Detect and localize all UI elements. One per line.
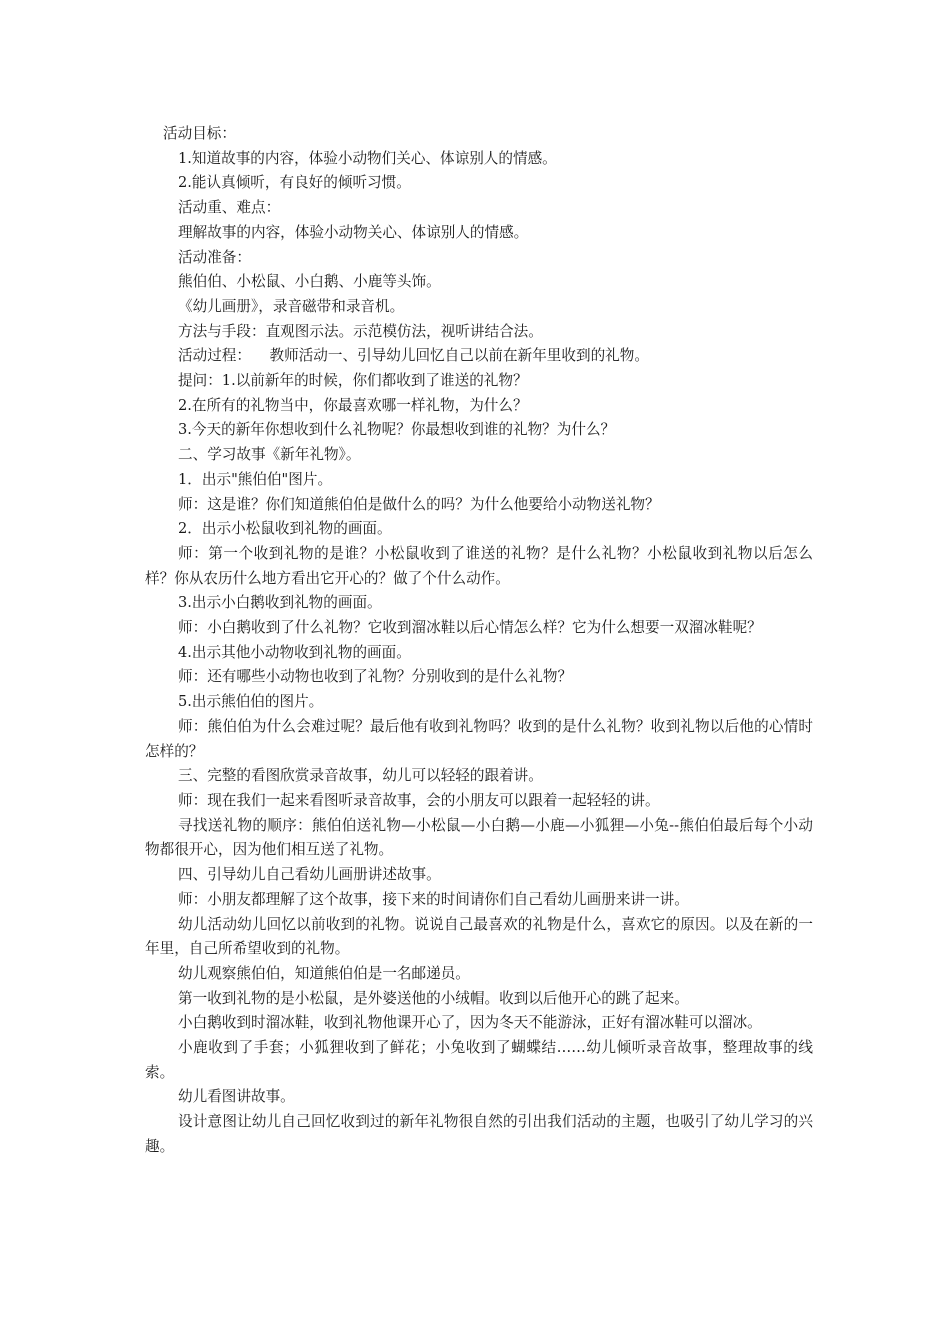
paragraph: 1．出示"熊伯伯"图片。 [178,470,333,488]
paragraph: 师：小朋友都理解了这个故事，接下来的时间请你们自己看幼儿画册来讲一讲。 [178,890,689,908]
paragraph: 熊伯伯、小松鼠、小白鹅、小鹿等头饰。 [178,273,441,291]
paragraph: 四、引导幼儿自己看幼儿画册讲述故事。 [178,866,441,884]
paragraph: 3.出示小白鹅收到礼物的画面。 [178,594,382,612]
paragraph: 2.在所有的礼物当中，你最喜欢哪一样礼物，为什么？ [178,396,528,414]
paragraph: 方法与手段：直观图示法。示范模仿法，视听讲结合法。 [178,322,543,340]
paragraph: 3.今天的新年你想收到什么礼物呢？你最想收到谁的礼物？为什么？ [178,421,616,439]
paragraph-heading-goals: 活动目标： [163,125,236,142]
document-body [145,122,813,1160]
paragraph: 小白鹅收到时溜冰鞋，收到礼物他课开心了，因为冬天不能游泳，正好有溜冰鞋可以溜冰。 [178,1014,762,1032]
paragraph: 设计意图让幼儿自己回忆收到过的新年礼物很自然的引出我们活动的主题，也吸引了幼儿学习的兴趣。 [145,1113,813,1155]
paragraph: 活动过程： 教师活动一、引导幼儿回忆自己以前在新年里收到的礼物。 [178,347,649,365]
paragraph: 幼儿观察熊伯伯，知道熊伯伯是一名邮递员。 [178,964,470,982]
paragraph: 活动重、难点： [178,199,281,217]
paragraph: 《幼儿画册》，录音磁带和录音机。 [178,297,405,315]
paragraph: 2.能认真倾听，有良好的倾听习惯。 [178,174,411,192]
paragraph: 师：小白鹅收到了什么礼物？它收到溜冰鞋以后心情怎么样？它为什么想要一双溜冰鞋呢？ [178,619,762,637]
paragraph: 1.知道故事的内容，体验小动物们关心、体谅别人的情感。 [178,149,557,167]
paragraph: 二、学习故事《新年礼物》。 [178,446,361,464]
paragraph: 三、完整的看图欣赏录音故事，幼儿可以轻轻的跟着讲。 [178,767,543,785]
paragraph: 师：第一个收到礼物的是谁？小松鼠收到了谁送的礼物？是什么礼物？小松鼠收到礼物以后怎么样？你从农历什么地方看出它开心的？做了个什么动作。 [145,544,813,587]
paragraph: 理解故事的内容，体验小动物关心、体谅别人的情感。 [178,223,529,241]
paragraph: 师：现在我们一起来看图听录音故事，会的小朋友可以跟着一起轻轻的讲。 [178,791,660,809]
paragraph: 5.出示熊伯伯的图片。 [178,693,324,711]
paragraph: 师：还有哪些小动物也收到了礼物？分别收到的是什么礼物？ [178,668,573,686]
paragraph: 寻找送礼物的顺序：熊伯伯送礼物—小松鼠—小白鹅—小鹿—小狐狸—小兔--熊伯伯最后每个小动物都很开心，因为他们相互送了礼物。 [145,816,813,859]
paragraph: 提问：1.以前新年的时候，你们都收到了谁送的礼物？ [178,372,528,390]
paragraph: 活动准备： [178,248,251,266]
paragraph: 2．出示小松鼠收到礼物的画面。 [178,520,392,538]
paragraph: 第一收到礼物的是小松鼠，是外婆送他的小绒帽。收到以后他开心的跳了起来。 [178,989,689,1007]
paragraph: 师：这是谁？你们知道熊伯伯是做什么的吗？为什么他要给小动物送礼物？ [178,495,660,513]
paragraph: 4.出示其他小动物收到礼物的画面。 [178,643,411,661]
paragraph: 幼儿看图讲故事。 [178,1088,295,1106]
paragraph: 师：熊伯伯为什么会难过呢？最后他有收到礼物吗？收到的是什么礼物？收到礼物以后他的心情时怎样的？ [145,717,813,760]
paragraph: 幼儿活动幼儿回忆以前收到的礼物。说说自己最喜欢的礼物是什么，喜欢它的原因。以及在新的一年里，自己所希望收到的礼物。 [145,915,813,958]
paragraph: 小鹿收到了手套；小狐狸收到了鲜花；小兔收到了蝴蝶结……幼儿倾听录音故事，整理故事的线索。 [145,1039,813,1081]
